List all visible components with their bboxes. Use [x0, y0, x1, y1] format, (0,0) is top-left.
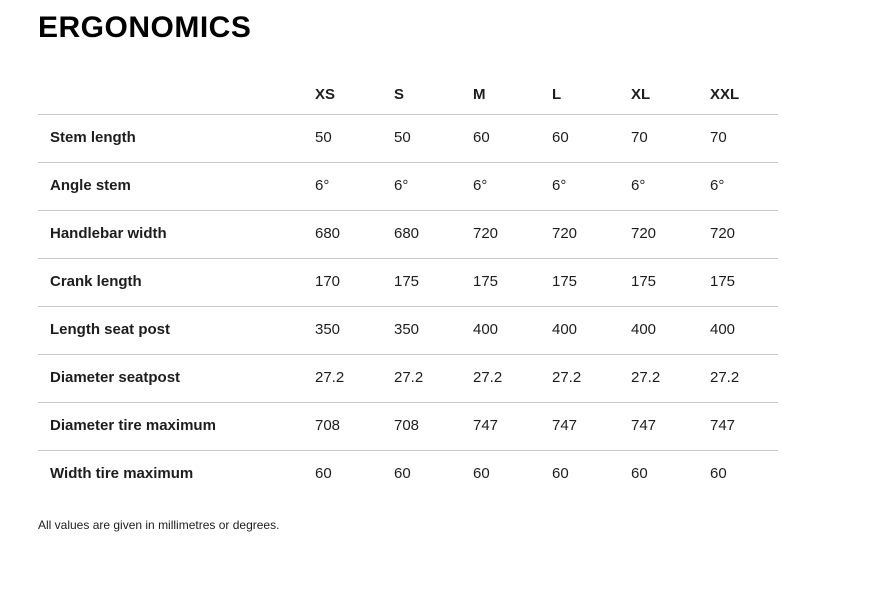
table-row	[38, 211, 778, 259]
spec-value: 350	[315, 307, 394, 355]
page-title: ERGONOMICS	[38, 11, 252, 44]
column-header-xl: XL	[631, 86, 710, 115]
spec-value: 27.2	[315, 355, 394, 403]
spec-value: 6°	[315, 163, 394, 211]
size-header-row	[38, 86, 778, 115]
spec-value: 27.2	[631, 355, 710, 403]
column-header-l: L	[552, 86, 631, 115]
spec-value: 680	[394, 211, 473, 259]
spec-value: 747	[552, 403, 631, 451]
spec-value: 175	[552, 259, 631, 307]
spec-value: 60	[473, 115, 552, 163]
table-row	[38, 259, 778, 307]
spec-value: 747	[710, 403, 778, 451]
ergonomics-table	[38, 86, 778, 498]
spec-value: 60	[394, 465, 411, 482]
spec-value: 60	[631, 465, 648, 482]
spec-value: 60	[552, 465, 569, 482]
spec-value: 60	[473, 465, 490, 482]
table-row	[38, 163, 778, 211]
spec-value: 400	[473, 307, 552, 355]
column-header-s: S	[394, 86, 473, 115]
spec-value: 720	[473, 211, 552, 259]
spec-value: 170	[315, 259, 394, 307]
spec-value: 6°	[552, 163, 631, 211]
spec-label: Angle stem	[38, 163, 315, 211]
spec-value: 70	[710, 115, 778, 163]
spec-value: 400	[552, 307, 631, 355]
spec-value: 708	[315, 403, 394, 451]
spec-value: 50	[315, 115, 394, 163]
spec-value: 747	[473, 403, 552, 451]
spec-value: 6°	[394, 163, 473, 211]
spec-value: 747	[631, 403, 710, 451]
spec-value: 400	[631, 307, 710, 355]
spec-value: 27.2	[552, 355, 631, 403]
spec-value: 50	[394, 115, 473, 163]
spec-value: 6°	[473, 163, 552, 211]
table-row	[38, 307, 778, 355]
spec-value: 720	[631, 211, 710, 259]
spec-value: 6°	[710, 163, 778, 211]
spec-label: Length seat post	[38, 307, 315, 355]
table-row	[38, 451, 778, 499]
column-header-xxl: XXL	[710, 86, 778, 115]
spec-value: 720	[710, 211, 778, 259]
header-spacer-cell	[38, 86, 315, 115]
column-header-xs: XS	[315, 86, 394, 115]
spec-value: 27.2	[473, 355, 552, 403]
spec-label: Handlebar width	[38, 211, 315, 259]
spec-label: Diameter tire maximum	[38, 403, 315, 451]
spec-label: Diameter seatpost	[38, 355, 315, 403]
table-row	[38, 115, 778, 163]
spec-value: 350	[394, 307, 473, 355]
table-row	[38, 403, 778, 451]
spec-value: 720	[552, 211, 631, 259]
units-footnote: All values are given in millimetres or degrees.	[38, 518, 280, 532]
spec-value: 680	[315, 211, 394, 259]
spec-value: 175	[631, 259, 710, 307]
spec-value: 60	[710, 465, 727, 482]
spec-value: 27.2	[710, 355, 778, 403]
spec-value: 6°	[631, 163, 710, 211]
spec-label: Stem length	[38, 115, 315, 163]
spec-value: 400	[710, 307, 778, 355]
column-header-m: M	[473, 86, 552, 115]
spec-label: Crank length	[38, 259, 315, 307]
table-row	[38, 355, 778, 403]
spec-value: 175	[394, 259, 473, 307]
spec-value: 175	[710, 259, 778, 307]
spec-value: 70	[631, 115, 710, 163]
spec-value: 175	[473, 259, 552, 307]
spec-value: 27.2	[394, 355, 473, 403]
spec-value: 60	[552, 115, 631, 163]
spec-value: 708	[394, 403, 473, 451]
spec-label: Width tire maximum	[50, 465, 194, 482]
spec-value: 60	[315, 465, 332, 482]
